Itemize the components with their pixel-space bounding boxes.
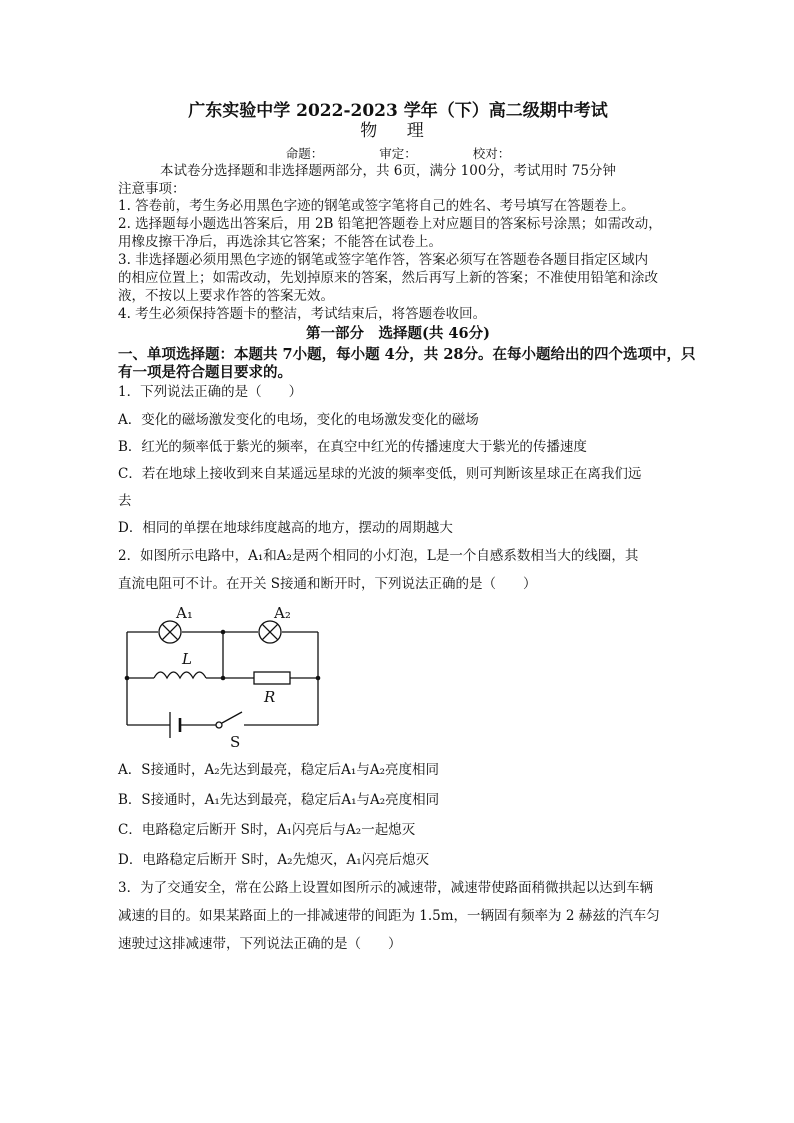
section-intro: 有一项是符合题目要求的。 — [118, 364, 292, 381]
label-l: L — [182, 650, 192, 668]
q1-option-d: D．相同的单摆在地球纬度越高的地方，摆动的周期越大 — [118, 520, 453, 536]
q1-option-b: B．红光的频率低于紫光的频率，在真空中红光的传播速度大于紫光的传播速度 — [118, 439, 587, 455]
q2-stem: 2．如图所示电路中，A₁和A₂是两个相同的小灯泡，L是一个自感系数相当大的线圈，其 — [118, 548, 639, 564]
exam-roles — [118, 145, 678, 163]
exam-subject: 物 理 — [360, 121, 436, 141]
q2-option-c: C．电路稳定后断开 S时，A₁闪亮后与A₂一起熄灭 — [118, 822, 416, 838]
lamp-a1 — [159, 621, 181, 643]
notice-line: 3. 非选择题必须用黑色字迹的钢笔或签字笔作答，答案必须写在答题卷各题目指定区域内 — [118, 252, 649, 268]
section-intro: 一、单项选择题：本题共 7小题，每小题 4分，共 28分。在每小题给出的四个选项中，只 — [118, 346, 696, 363]
role-proposer: 命题： — [285, 146, 324, 161]
label-r: R — [264, 688, 276, 706]
q3-stem: 减速的目的。如果某路面上的一排减速带的间距为 1.5m，一辆固有频率为 2 赫兹的汽车匀 — [118, 908, 660, 924]
circuit-diagram — [118, 602, 338, 752]
q1-option-a: A．变化的磁场激发变化的电场，变化的电场激发变化的磁场 — [118, 412, 479, 428]
exam-title: 广东实验中学 2022-2023 学年（下）高二级期中考试 — [188, 101, 608, 121]
q2-option-d: D．电路稳定后断开 S时，A₂先熄灭，A₁闪亮后熄灭 — [118, 852, 430, 868]
switch — [216, 712, 242, 728]
q2-option-b: B．S接通时，A₁先达到最亮，稳定后A₁与A₂亮度相同 — [118, 792, 440, 808]
q1-option-c: C．若在地球上接收到来自某遥远星球的光波的频率变低，则可判断该星球正在离我们远 — [118, 466, 642, 482]
notice-line: 2. 选择题每小题选出答案后，用 2B 铅笔把答题卷上对应题目的答案标号涂黑；如需改动， — [118, 216, 662, 232]
notice-line: 液，不按以上要求作答的答案无效。 — [118, 288, 334, 304]
q1-stem: 1．下列说法正确的是（ ） — [118, 384, 303, 400]
notice-line: 用橡皮擦干净后，再选涂其它答案；不能答在试卷上。 — [118, 234, 442, 250]
battery — [170, 712, 180, 738]
inductor-coil — [154, 672, 206, 678]
q3-stem: 速驶过这排减速带，下列说法正确的是（ ） — [118, 936, 402, 952]
role-reviewer: 审定： — [379, 146, 417, 161]
role-checker: 校对： — [472, 146, 511, 161]
section-heading: 第一部分 选择题(共 46分) — [306, 325, 490, 342]
q2-option-a: A．S接通时，A₂先达到最亮，稳定后A₁与A₂亮度相同 — [118, 762, 439, 778]
notice-line: 1. 答卷前，考生务必用黑色字迹的钢笔或签字笔将自己的姓名、考号填写在答题卷上。 — [118, 198, 635, 214]
notice-line: 4. 考生必须保持答题卡的整洁，考试结束后，将答题卷收回。 — [118, 306, 487, 322]
resistor — [254, 672, 290, 684]
exam-intro: 本试卷分选择题和非选择题两部分，共 6页，满分 100分，考试用时 75分钟 — [160, 163, 616, 179]
notice-title: 注意事项： — [118, 181, 186, 197]
q1-option-c-cont: 去 — [118, 493, 132, 509]
notice-line: 的相应位置上；如需改动，先划掉原来的答案，然后再写上新的答案；不准使用铅笔和涂改 — [118, 270, 658, 286]
label-a2: A₂ — [274, 604, 291, 622]
q2-stem: 直流电阻可不计。在开关 S接通和断开时，下列说法正确的是（ ） — [118, 576, 537, 592]
lamp-a2 — [259, 621, 281, 643]
label-s: S — [230, 733, 241, 751]
label-a1: A₁ — [176, 604, 193, 622]
q3-stem: 3．为了交通安全，常在公路上设置如图所示的减速带，减速带使路面稍微拱起以达到车辆 — [118, 880, 654, 896]
